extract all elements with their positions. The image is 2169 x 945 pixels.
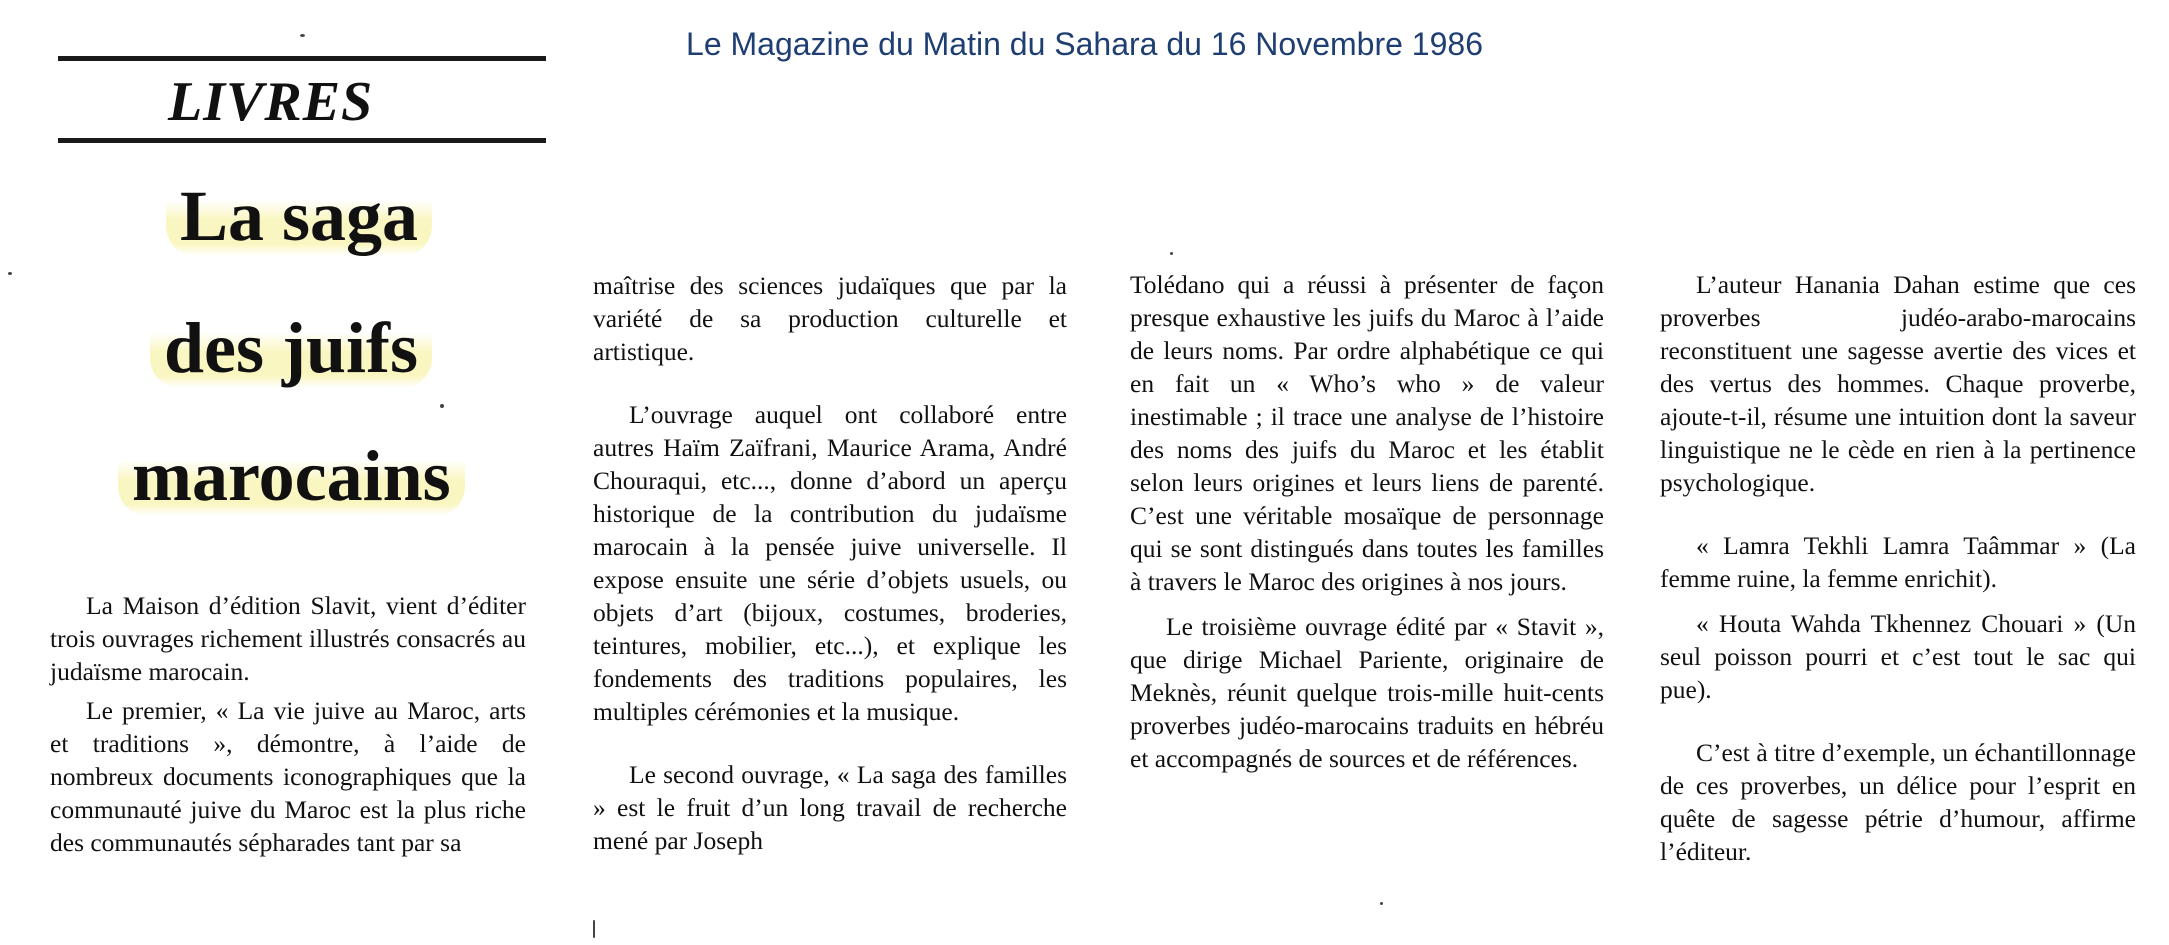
print-speck: [1170, 252, 1173, 255]
paragraph: Le troisième ouvrage édité par « Stavit », que dirige Michael Pariente, originaire de Meknès, réunit quelque trois-mille huit-cents proverbes judéo-marocains traduits en hébréu et accompagnés de sources et de références.: [1130, 612, 1604, 773]
paragraph: C’est à titre d’exemple, un échantillonnage de ces proverbes, un délice pour l’esprit en quête de sagesse pétrie d’humour, affirme l’éditeur.: [1660, 738, 2136, 866]
paragraph: « Lamra Tekhli Lamra Taâmmar » (La femme ruine, la femme enrichit).: [1660, 531, 2136, 593]
paragraph: Le premier, « La vie juive au Maroc, arts et traditions », démontre, à l’aide de nombreux documents iconographiques que la communauté juive du Maroc est la plus riche des communautés sépharades tant par sa: [50, 696, 526, 857]
print-speck: [8, 272, 12, 275]
article-title-line-3: marocains: [118, 436, 465, 516]
paragraph: Tolédano qui a réussi à présenter de façon presque exhaustive les juifs du Maroc à l’aide de leurs noms. Par ordre alphabétique ce qui en fait un « Who’s who » de valeur inestimable ; il trace une analyse de l’histoire des noms des juifs du Maroc et les établit selon leurs origines et leurs liens de parenté. C’est une véritable mosaïque de personnage qui se sont distingués dans toutes les familles à travers le Maroc des origines à nos jours.: [1130, 270, 1604, 596]
paragraph: « Houta Wahda Tkhennez Chouari » (Un seul poisson pourri et c’est tout le sac qui pue).: [1660, 609, 2136, 704]
print-speck: [1380, 902, 1383, 905]
article-column-2: [593, 269, 1067, 857]
article-column-4: [1660, 268, 2136, 868]
article-column-1: [50, 589, 526, 859]
paragraph: L’auteur Hanania Dahan estime que ces proverbes judéo-arabo-marocains reconstituent une sagesse avertie des vices et des vertus des hommes. Chaque proverbe, ajoute-t-il, résume une intuition dont la saveur linguistique ne le cède en rien à la pertinence psychologique.: [1660, 270, 2136, 497]
article-title-line-2: des juifs: [150, 308, 432, 388]
article-column-3: [1130, 268, 1604, 775]
article-title-line-1: La saga: [166, 176, 432, 256]
print-speck: [593, 920, 595, 938]
paragraph: L’ouvrage auquel ont collaboré entre autres Haïm Zaïfrani, Maurice Arama, André Chouraqui, etc..., donne d’abord un aperçu historique de la contribution du judaïsme marocain à la pensée juive universelle. Il expose ensuite une série d’objets usuels, ou objets d’art (bijoux, costumes, broderies, teintures, mobilier, etc...), et explique les fondements des traditions populaires, les multiples cérémonies et la musique.: [593, 400, 1067, 726]
section-heading: LIVRES: [168, 71, 374, 133]
top-rule: [58, 56, 546, 61]
print-speck: [300, 34, 305, 37]
section-rule: [58, 138, 546, 143]
page-caption: Le Magazine du Matin du Sahara du 16 Novembre 1986: [686, 26, 1483, 62]
paragraph: maîtrise des sciences judaïques que par la variété de sa production culturelle et artistique.: [593, 271, 1067, 366]
paragraph: Le second ouvrage, « La saga des familles » est le fruit d’un long travail de recherche mené par Joseph: [593, 760, 1067, 855]
print-speck: [440, 404, 444, 408]
paragraph: La Maison d’édition Slavit, vient d’éditer trois ouvrages richement illustrés consacrés au judaïsme marocain.: [50, 591, 526, 686]
